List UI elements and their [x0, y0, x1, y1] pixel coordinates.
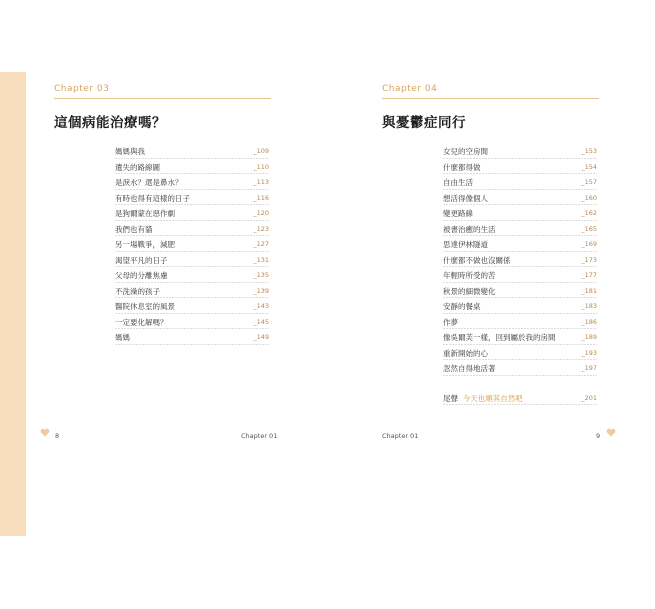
toc-entry-page: _110 — [253, 162, 269, 171]
toc-entry-page: _193 — [581, 348, 597, 357]
toc-entry-page: _177 — [581, 271, 597, 279]
toc-entry — [443, 222, 597, 238]
toc-entry-title: 渴望平凡的日子 — [115, 255, 168, 265]
toc-entry-title: 什麼都得做 — [443, 162, 481, 172]
toc-entry-title: 安靜的餐桌 — [443, 302, 481, 311]
dotted-rule — [115, 282, 269, 283]
toc-entry — [443, 330, 597, 346]
toc-entry-page: _157 — [581, 178, 597, 186]
toc-entry — [115, 268, 269, 284]
page-number: 8 — [55, 432, 60, 440]
toc-entry — [443, 160, 597, 176]
toc-entry-page: _165 — [581, 224, 597, 233]
dotted-rule — [443, 313, 597, 314]
dotted-rule — [443, 189, 597, 190]
toc-entry — [443, 346, 597, 362]
toc-entry — [443, 175, 597, 191]
toc-entry-page: _109 — [253, 147, 269, 155]
toc-entry — [443, 237, 597, 253]
dotted-rule — [115, 313, 269, 314]
toc-entry-page: _149 — [253, 333, 269, 341]
toc-entry-title: 醫院休息室的風景 — [115, 302, 175, 311]
dotted-rule — [115, 189, 269, 190]
toc-entry-page: _162 — [581, 209, 597, 217]
toc-entry-page: _139 — [253, 286, 269, 295]
toc-entry-page: _201 — [581, 393, 597, 402]
heart-icon — [606, 428, 616, 437]
epilogue-prefix: 尾聲 — [443, 393, 458, 403]
toc-entry-page: _169 — [581, 240, 597, 248]
dotted-rule — [443, 204, 597, 205]
toc-entry-title: 自由生活 — [443, 178, 473, 187]
toc-entry — [443, 253, 597, 269]
dotted-rule — [443, 266, 597, 267]
toc-entry-title: 秋景的細微變化 — [443, 286, 496, 296]
toc-entry-title: 女兒的空房間 — [443, 147, 488, 156]
toc-entry-title: 重新開始的心 — [443, 348, 488, 358]
toc-entry-page: _127 — [253, 240, 269, 248]
toc-entry-title: 父母的分離焦慮 — [115, 271, 168, 280]
toc-entry-title: 被書治癒的生活 — [443, 224, 496, 234]
toc-entry-title: 遺失的路線圖 — [115, 162, 160, 172]
chapter-label: Chapter 04 — [382, 84, 438, 94]
dotted-rule — [443, 297, 597, 298]
toc-entry-page: _154 — [581, 162, 597, 171]
dotted-rule — [443, 220, 597, 221]
toc-entry — [115, 284, 269, 300]
toc-entry — [443, 268, 597, 284]
dotted-rule — [443, 173, 597, 174]
toc-entry-title: 媽媽 — [115, 333, 130, 342]
dotted-rule — [443, 404, 597, 405]
toc-entry-title: 另一場戰爭，減肥 — [115, 240, 175, 249]
dotted-rule — [115, 220, 269, 221]
toc-entry-page: _189 — [581, 333, 597, 341]
toc-entry-title: 一定要化解嗎？ — [115, 317, 168, 327]
dotted-rule — [115, 344, 269, 345]
toc-entry — [443, 361, 597, 377]
dotted-rule — [443, 359, 597, 360]
toc-entry-title: 變更路線 — [443, 209, 473, 218]
toc-entry — [443, 191, 597, 207]
toc-entry-page: _183 — [581, 302, 597, 310]
page-number: 9 — [596, 432, 601, 440]
toc-entry — [115, 237, 269, 253]
toc-entry — [115, 206, 269, 222]
toc-entry-title: 年輕時所受的苦 — [443, 271, 496, 280]
toc-entry — [115, 160, 269, 176]
toc-entry — [115, 144, 269, 160]
toc-entry — [115, 191, 269, 207]
toc-entry-page: _135 — [253, 271, 269, 279]
dotted-rule — [115, 204, 269, 205]
toc-entry-title: 不洗澡的孩子 — [115, 286, 160, 296]
running-footer: Chapter 01 — [382, 432, 419, 440]
toc-entry-title: 我們也有貓 — [115, 224, 153, 234]
dotted-rule — [443, 251, 597, 252]
toc-entry-title: 想活得像個人 — [443, 193, 488, 203]
toc-entry-title: 是狗爾蒙在惡作劇 — [115, 209, 175, 218]
toc-entry-page: _120 — [253, 209, 269, 217]
toc-entry — [443, 315, 597, 331]
chapter-title: 與憂鬱症同行 — [382, 115, 466, 131]
toc-entry-page: _123 — [253, 224, 269, 233]
toc-entry-title: 媽媽與我 — [115, 147, 145, 156]
dotted-rule — [443, 158, 597, 159]
toc-entry-page: _186 — [581, 317, 597, 326]
toc-entry — [115, 315, 269, 331]
toc-entry-page: _173 — [581, 255, 597, 264]
dotted-rule — [443, 375, 597, 376]
toc-entry-page: _113 — [253, 178, 269, 186]
dotted-rule — [443, 328, 597, 329]
toc-entry-title: 什麼都不做也沒關係 — [443, 255, 511, 265]
toc-entry-title: 是淚水？還是鼻水？ — [115, 178, 183, 187]
toc-entry-title: 作夢 — [443, 317, 458, 327]
toc-entry — [443, 144, 597, 160]
toc-entry-page: _145 — [253, 317, 269, 326]
toc-entry-page: _131 — [253, 255, 269, 264]
toc-entry — [443, 299, 597, 315]
table-of-contents — [443, 144, 597, 406]
dotted-rule — [443, 235, 597, 236]
toc-entry — [115, 330, 269, 346]
toc-entry-title: 像吳爾芙一樣，回到屬於我的房間 — [443, 333, 556, 342]
toc-entry — [443, 206, 597, 222]
chapter-label: Chapter 03 — [54, 84, 110, 94]
running-footer: Chapter 01 — [241, 432, 278, 440]
toc-entry-title: 思達伊林隧道 — [443, 240, 488, 249]
dotted-rule — [115, 251, 269, 252]
dotted-rule — [115, 235, 269, 236]
toc-entry-title: 忽然自得地活著 — [443, 364, 496, 373]
toc-entry-page: _143 — [253, 302, 269, 310]
dotted-rule — [115, 328, 269, 329]
dotted-rule — [115, 297, 269, 298]
chapter-title: 這個病能治療嗎？ — [54, 115, 166, 131]
table-of-contents — [115, 144, 269, 346]
dotted-rule — [115, 158, 269, 159]
toc-entry-page: _197 — [581, 364, 597, 372]
dotted-rule — [115, 266, 269, 267]
toc-entry — [115, 299, 269, 315]
toc-entry-page: _181 — [581, 286, 597, 295]
dotted-rule — [443, 344, 597, 345]
toc-entry-epilogue — [443, 391, 597, 407]
toc-entry-page: _116 — [253, 193, 269, 202]
chapter-rule — [54, 98, 271, 99]
dotted-rule — [443, 282, 597, 283]
toc-entry-title: 有時也得有這樣的日子 — [115, 193, 190, 203]
toc-entry — [115, 253, 269, 269]
toc-entry — [115, 175, 269, 191]
toc-entry-page: _160 — [581, 193, 597, 202]
chapter-rule — [382, 98, 599, 99]
epilogue-title: 今天也順其自然吧 — [462, 393, 523, 403]
dotted-rule — [115, 173, 269, 174]
toc-entry — [443, 284, 597, 300]
toc-entry — [115, 222, 269, 238]
left-edge-strip — [0, 72, 26, 536]
toc-entry-page: _153 — [581, 147, 597, 155]
heart-icon — [40, 428, 50, 437]
